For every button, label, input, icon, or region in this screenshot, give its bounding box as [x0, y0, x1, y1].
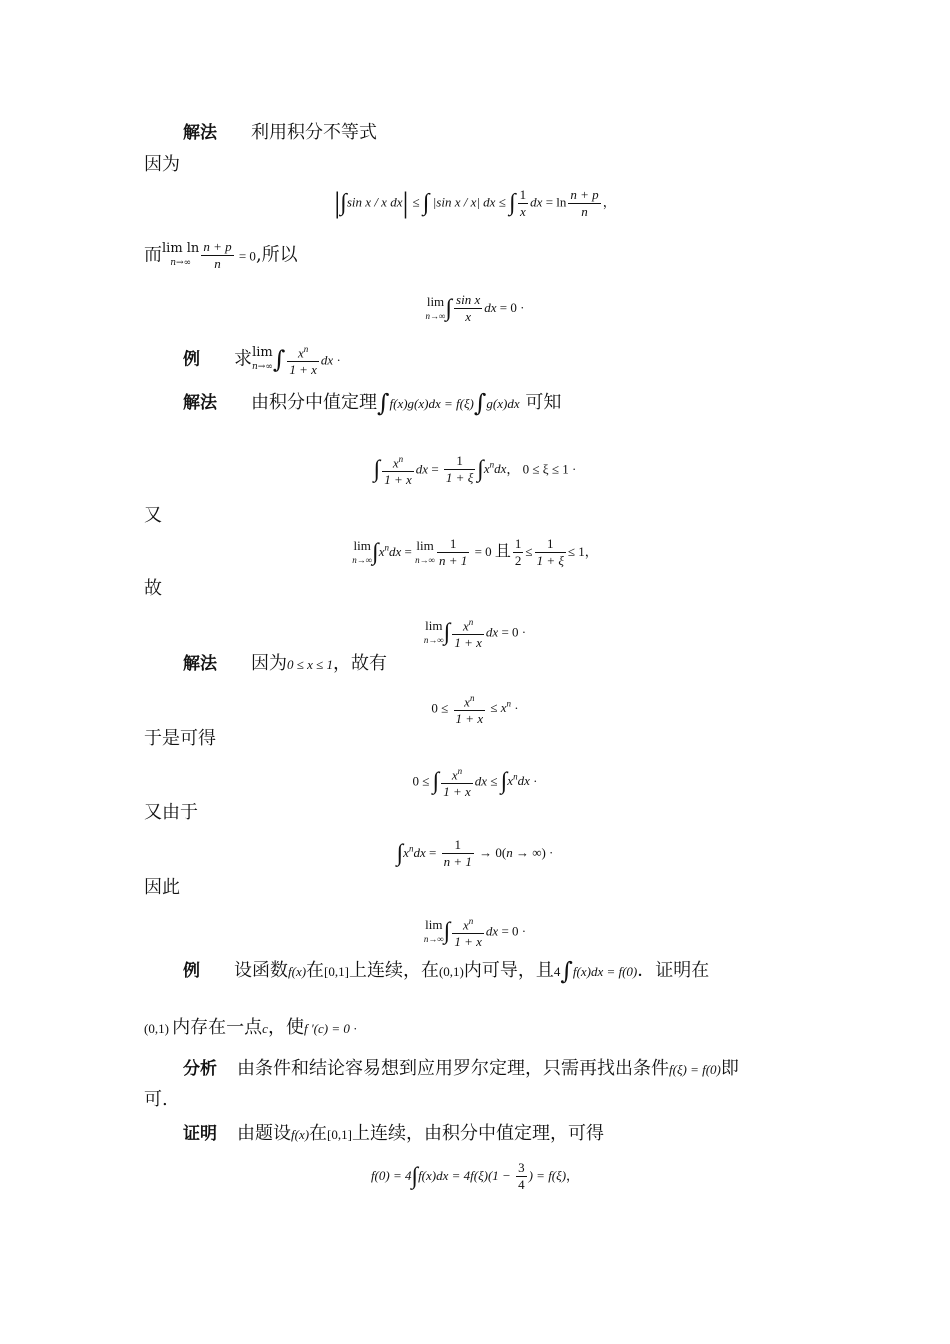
therefore-text: 因此 — [144, 877, 180, 898]
analysis-text: 由条件和结论容易想到应用罗尔定理，只需再找出条件 — [237, 1058, 669, 1079]
formula-bound-xn: 0 ≤ $\frac{x^n}{1 + x}$ ≤ $x^n$ · — [0, 690, 950, 727]
example-text-a: 设函数 — [234, 960, 288, 981]
example-line2-b: ，使 — [267, 1017, 304, 1038]
analysis-line2-text: 可. — [144, 1089, 168, 1110]
formula-limit-zero-3: lim n→∞ ∫ $\frac{x^n}{1 + x}$ dx = 0 · — [0, 913, 950, 950]
again-text: 又 — [144, 505, 162, 526]
solution-tail: ，故有 — [333, 653, 388, 674]
formula-proof: f(0) = 4∫f(x)dx = 4f(ξ)(1 − $\frac{3}{4}$ ) = f(ξ)， — [370, 1160, 580, 1192]
solution-heading: 解法 — [183, 393, 217, 413]
because-line — [144, 153, 180, 177]
formula-mean-value: ∫ $\frac{x^n}{1 + x}$ dx = $\frac{1}{1 + \xi}$ $\int x^ndx$， 0 ≤ ξ ≤ 1 · — [0, 451, 950, 488]
thus-line — [144, 727, 216, 751]
solution-line-2: 解法 由积分中值定理∫f(x)g(x)dx = f(ξ)∫g(x)dx 可知 — [183, 389, 562, 417]
because-text: 因为 — [144, 154, 180, 175]
again-by-text: 又由于 — [144, 802, 198, 823]
formula-limit-zero-1: lim n→∞ ∫ $\frac{\text{sin x}}{x}$ dx = 0 · — [425, 292, 525, 324]
example-1-line: 例 求 lim n→∞ ∫ $\frac{x^n}{1 + x}$ dx · — [183, 341, 341, 378]
example-text-d: 内可导，且 — [463, 960, 554, 981]
example-text-b: 在 — [306, 960, 325, 981]
proof-line: 证明 由题设f(x)在[0,1]上连续，由积分中值定理，可得 — [183, 1123, 604, 1144]
example-text-e: ．证明在 — [637, 960, 710, 981]
analysis-line-2 — [144, 1088, 168, 1112]
solution-text: 由积分中值定理 — [251, 392, 377, 413]
again-by-line — [144, 801, 198, 825]
solution-line-1 — [183, 121, 377, 145]
example-2-line: 例 设函数f(x)在[0,1]上连续，在(0,1)内可导，且4∫f(x)dx = f(0)．证明在 — [183, 957, 710, 985]
so-text: ,所以 — [255, 244, 298, 266]
formula-integral-bound: 0 ≤ ∫ $\frac{x^n}{1 + x}$ dx ≤ $\int x^ndx$ · — [0, 763, 950, 800]
formula-abs-integral-inequality: |∫sin x / x dx| ≤ ∫ |sin x / x| dx ≤ ∫ $\frac{1}{x}$ dx = ln $\frac{n + p}{n}$ ， — [334, 186, 616, 219]
example-heading: 例 — [183, 961, 200, 981]
example-heading: 例 — [183, 349, 200, 370]
example-text: 求 — [234, 348, 252, 370]
again-line — [144, 504, 162, 528]
solution-heading: 解法 — [183, 654, 217, 674]
proof-text-a: 由题设 — [237, 1123, 291, 1144]
proof-heading: 证明 — [183, 1124, 217, 1144]
thus-text: 于是可得 — [144, 728, 216, 749]
formula-limit-bound: lim n→∞ $\int x^ndx$ = lim n→∞ $\frac{1}{n + 1}$ = 0 且 $\frac{1}{2}$ ≤ $\frac{1}{1 + \xi}$ ≤ 1， — [352, 536, 598, 568]
hence-line — [144, 577, 162, 601]
example-line2-a: 内存在一点 — [172, 1017, 263, 1038]
solution-line-3: 解法 因为0 ≤ x ≤ 1，故有 — [183, 653, 388, 674]
solution-text: 利用积分不等式 — [251, 122, 377, 143]
and-text: 而 — [144, 244, 162, 266]
hence-text: 故 — [144, 578, 162, 599]
example-2-line-2: (0,1) 内存在一点c，使f ′(c) = 0 · — [144, 1017, 358, 1038]
proof-text-b: 在 — [309, 1123, 328, 1144]
example-text-c: 上连续，在 — [348, 960, 439, 981]
analysis-line: 分析 由条件和结论容易想到应用罗尔定理，只需再找出条件f(ξ) = f(0)即 — [183, 1058, 739, 1079]
solution-text: 因为 — [251, 653, 287, 674]
formula-integral-xn: $\int x^ndx$ = $\frac{1}{n + 1}$ → 0(n → ∞) · — [396, 837, 554, 869]
analysis-heading: 分析 — [183, 1059, 217, 1079]
and-lim-line: 而 lim ln n→∞ $\frac{n + p}{n}$ = 0,所以 — [144, 239, 298, 271]
solution-tail: 可知 — [525, 392, 562, 413]
formula-limit-zero-2: lim n→∞ ∫ $\frac{x^n}{1 + x}$ dx = 0 · — [0, 614, 950, 651]
and-also-text: 且 — [494, 543, 511, 561]
therefore-line — [144, 876, 180, 900]
analysis-tail: 即 — [720, 1058, 739, 1079]
solution-heading: 解法 — [183, 123, 217, 143]
proof-text-c: 上连续，由积分中值定理，可得 — [351, 1123, 604, 1144]
